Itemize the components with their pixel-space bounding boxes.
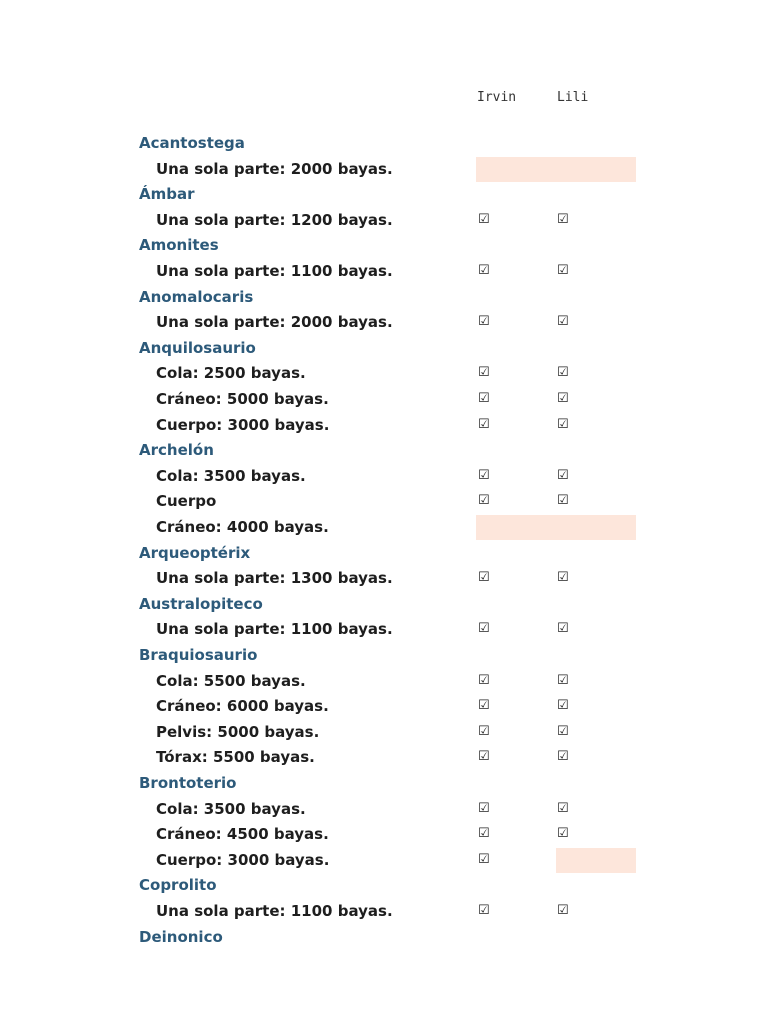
category-label: Arqueoptérix bbox=[139, 543, 251, 562]
item-label: Cola: 2500 bayas. bbox=[156, 364, 306, 383]
category-row bbox=[0, 285, 768, 310]
item-label: Cuerpo: 3000 bayas. bbox=[156, 850, 330, 869]
checkbox-checked-icon[interactable]: ☑ bbox=[557, 416, 569, 432]
checkbox-checked-icon[interactable]: ☑ bbox=[478, 698, 490, 714]
item-row bbox=[0, 515, 768, 540]
checkbox-checked-icon[interactable]: ☑ bbox=[478, 851, 490, 867]
item-label: Una sola parte: 1200 bayas. bbox=[156, 210, 393, 229]
checkbox-checked-icon[interactable]: ☑ bbox=[557, 391, 569, 406]
category-row bbox=[0, 131, 768, 156]
checkbox-checked-icon[interactable]: ☑ bbox=[478, 391, 490, 406]
item-row bbox=[0, 208, 768, 233]
item-label: Una sola parte: 1100 bayas. bbox=[156, 620, 393, 639]
checkbox-checked-icon[interactable]: ☑ bbox=[478, 749, 490, 765]
item-label: Cuerpo: 3000 bayas. bbox=[156, 415, 330, 434]
checkbox-checked-icon[interactable]: ☑ bbox=[557, 723, 569, 739]
item-row bbox=[0, 489, 768, 514]
item-row bbox=[0, 361, 768, 386]
category-row bbox=[0, 592, 768, 617]
category-row bbox=[0, 873, 768, 898]
category-row bbox=[0, 233, 768, 258]
category-label: Archelón bbox=[139, 441, 214, 460]
item-label: Cráneo: 5000 bayas. bbox=[156, 390, 329, 408]
item-row bbox=[0, 797, 768, 822]
item-label: Tórax: 5500 bayas. bbox=[156, 748, 315, 767]
category-row bbox=[0, 771, 768, 796]
category-label: Coprolito bbox=[139, 876, 217, 895]
category-label: Brontoterio bbox=[139, 774, 237, 792]
category-label: Ámbar bbox=[139, 185, 195, 204]
item-row bbox=[0, 694, 768, 719]
category-row bbox=[0, 925, 768, 950]
missing-highlight bbox=[476, 157, 636, 182]
item-row bbox=[0, 310, 768, 335]
checkbox-checked-icon[interactable]: ☑ bbox=[478, 263, 490, 278]
checkbox-checked-icon[interactable]: ☑ bbox=[478, 467, 490, 483]
category-label: Braquiosaurio bbox=[139, 646, 258, 664]
item-label: Una sola parte: 2000 bayas. bbox=[156, 159, 393, 178]
checkbox-checked-icon[interactable]: ☑ bbox=[557, 698, 569, 714]
column-header-irvin: Irvin bbox=[477, 90, 517, 105]
checkbox-checked-icon[interactable]: ☑ bbox=[557, 467, 569, 483]
item-label: Una sola parte: 2000 bayas. bbox=[156, 313, 393, 332]
item-row bbox=[0, 617, 768, 642]
item-row bbox=[0, 745, 768, 770]
item-label: Pelvis: 5000 bayas. bbox=[156, 722, 320, 741]
checkbox-checked-icon[interactable]: ☑ bbox=[478, 826, 490, 842]
checkbox-checked-icon[interactable]: ☑ bbox=[478, 672, 490, 688]
checkbox-checked-icon[interactable]: ☑ bbox=[557, 314, 569, 330]
checkbox-checked-icon[interactable]: ☑ bbox=[557, 672, 569, 688]
checkbox-checked-icon[interactable]: ☑ bbox=[557, 621, 569, 637]
item-row bbox=[0, 720, 768, 745]
checkbox-checked-icon[interactable]: ☑ bbox=[557, 365, 569, 381]
category-row bbox=[0, 541, 768, 566]
item-label: Cráneo: 4500 bayas. bbox=[156, 825, 329, 844]
item-label: Cola: 5500 bayas. bbox=[156, 671, 306, 690]
category-label: Acantostega bbox=[139, 134, 245, 152]
item-label: Cola: 3500 bayas. bbox=[156, 466, 306, 485]
checkbox-checked-icon[interactable]: ☑ bbox=[478, 314, 490, 330]
checkbox-checked-icon[interactable]: ☑ bbox=[557, 263, 569, 278]
item-row bbox=[0, 669, 768, 694]
checkbox-checked-icon[interactable]: ☑ bbox=[478, 365, 490, 381]
category-label: Anomalocaris bbox=[139, 287, 254, 306]
checkbox-checked-icon[interactable]: ☑ bbox=[478, 903, 490, 918]
item-label: Cráneo: 6000 bayas. bbox=[156, 697, 329, 716]
item-label: Una sola parte: 1300 bayas. bbox=[156, 569, 393, 588]
item-label: Cola: 3500 bayas. bbox=[156, 799, 306, 818]
checkbox-checked-icon[interactable]: ☑ bbox=[478, 723, 490, 739]
item-row bbox=[0, 822, 768, 847]
category-row bbox=[0, 643, 768, 668]
checkbox-checked-icon[interactable]: ☑ bbox=[478, 570, 490, 586]
item-row bbox=[0, 848, 768, 873]
checkbox-checked-icon[interactable]: ☑ bbox=[478, 800, 490, 816]
category-label: Amonites bbox=[139, 236, 219, 255]
category-row bbox=[0, 182, 768, 207]
item-row bbox=[0, 413, 768, 438]
item-label: Una sola parte: 1100 bayas. bbox=[156, 262, 393, 280]
item-row bbox=[0, 259, 768, 284]
category-row bbox=[0, 438, 768, 463]
category-label: Deinonico bbox=[139, 927, 223, 946]
missing-highlight bbox=[476, 515, 636, 540]
checkbox-checked-icon[interactable]: ☑ bbox=[557, 903, 569, 918]
item-row bbox=[0, 899, 768, 924]
checkbox-checked-icon[interactable]: ☑ bbox=[557, 749, 569, 765]
checkbox-checked-icon[interactable]: ☑ bbox=[557, 493, 569, 509]
checkbox-checked-icon[interactable]: ☑ bbox=[478, 493, 490, 509]
item-row bbox=[0, 566, 768, 591]
checkbox-checked-icon[interactable]: ☑ bbox=[557, 211, 569, 227]
category-label: Australopiteco bbox=[139, 594, 263, 613]
category-label: Anquilosaurio bbox=[139, 338, 256, 357]
checkbox-checked-icon[interactable]: ☑ bbox=[557, 570, 569, 586]
item-row bbox=[0, 157, 768, 182]
checkbox-checked-icon[interactable]: ☑ bbox=[557, 800, 569, 816]
category-row bbox=[0, 336, 768, 361]
item-row bbox=[0, 387, 768, 412]
missing-highlight bbox=[556, 848, 636, 873]
checkbox-checked-icon[interactable]: ☑ bbox=[478, 416, 490, 432]
item-label: Cuerpo bbox=[156, 492, 217, 511]
item-label: Cráneo: 4000 bayas. bbox=[156, 518, 329, 536]
checkbox-checked-icon[interactable]: ☑ bbox=[478, 621, 490, 637]
item-label: Una sola parte: 1100 bayas. bbox=[156, 902, 393, 920]
checkbox-checked-icon[interactable]: ☑ bbox=[478, 211, 490, 227]
item-row bbox=[0, 464, 768, 489]
checkbox-checked-icon[interactable]: ☑ bbox=[557, 826, 569, 842]
column-header-lili: Lili bbox=[557, 90, 589, 105]
